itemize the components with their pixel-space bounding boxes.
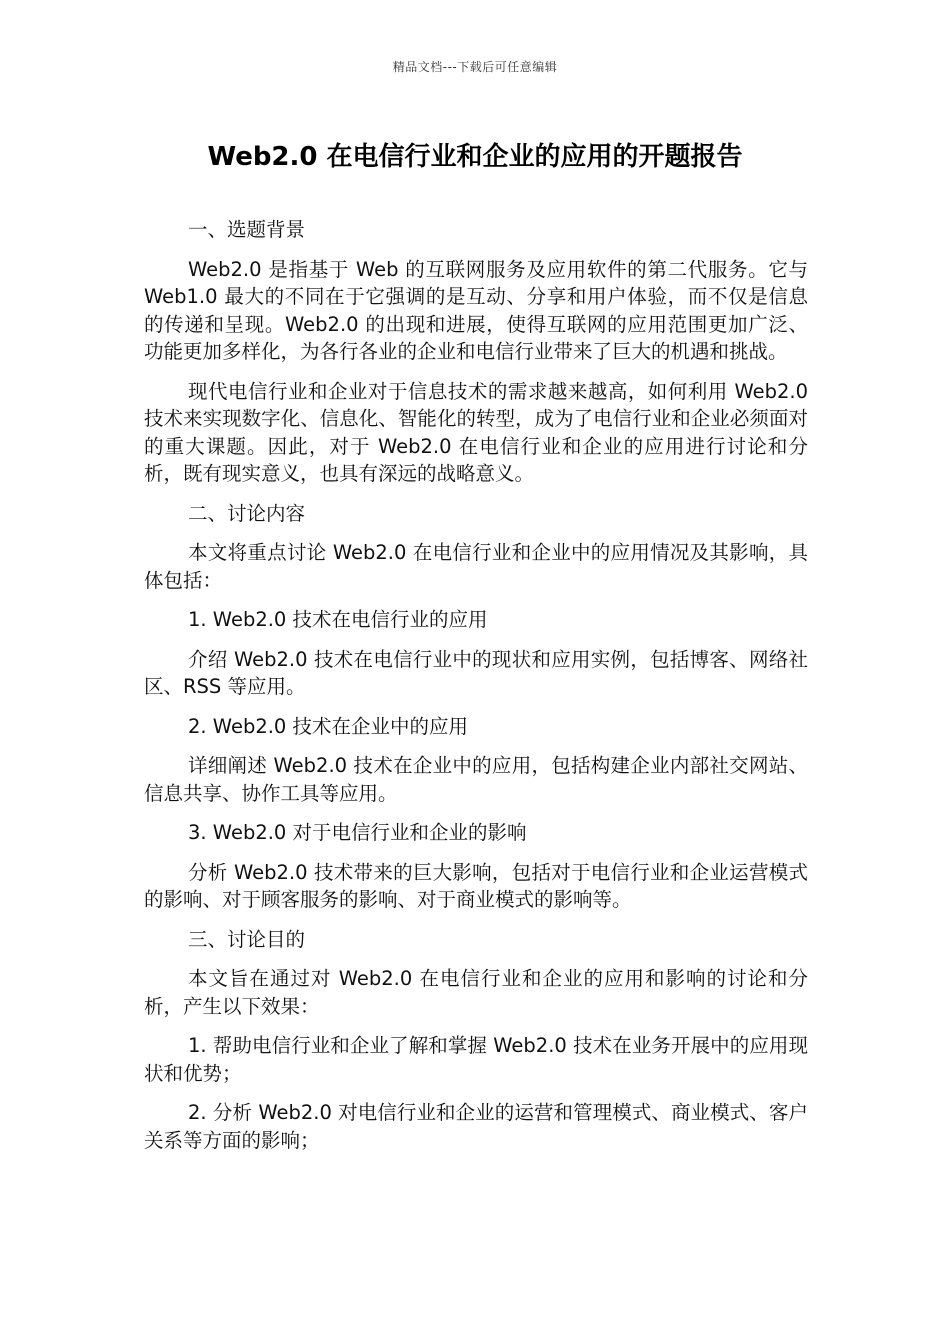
paragraph-impact: 分析 Web2.0 技术带来的巨大影响，包括对于电信行业和企业运营模式的影响、对于顾客服务的影响、对于商业模式的影响等。: [144, 860, 808, 911]
paragraph-purpose-intro: 本文旨在通过对 Web2.0 在电信行业和企业的应用和影响的讨论和分析，产生以下效果：: [144, 967, 808, 1018]
paragraph-web2-definition: Web2.0 是指基于 Web 的互联网服务及应用软件的第二代服务。它与 Web1.0 最大的不同在于它强调的是互动、分享和用户体验，而不仅是信息的传递和呈现。Web2.0 的出现和进展，使得互联网的应用范围更加广泛、功能更加多样化，为各行各业的企业和电信行业带来了巨大的机遇和挑战。: [144, 257, 808, 363]
section-heading-purpose: 三、讨论目的: [188, 927, 306, 951]
subheading-telecom-application: 1. Web2.0 技术在电信行业的应用: [188, 608, 488, 631]
paragraph-purpose-item-2: 2. 分析 Web2.0 对电信行业和企业的运营和管理模式、商业模式、客户关系等方面的影响；: [144, 1101, 808, 1152]
header-note: 精品文档---下载后可任意编辑: [392, 60, 558, 74]
paragraph-purpose-item-1: 1. 帮助电信行业和企业了解和掌握 Web2.0 技术在业务开展中的应用现状和优势；: [144, 1034, 808, 1085]
paragraph-content-intro: 本文将重点讨论 Web2.0 在电信行业和企业中的应用情况及其影响，具体包括：: [144, 541, 808, 592]
paragraph-industry-need: 现代电信行业和企业对于信息技术的需求越来越高，如何利用 Web2.0 技术来实现数字化、信息化、智能化的转型，成为了电信行业和企业必须面对的重大课题。因此，对于 Web2.0 在电信行业和企业的应用进行讨论和分析，既有现实意义，也具有深远的战略意义。: [144, 379, 808, 485]
section-heading-content: 二、讨论内容: [188, 501, 306, 525]
paragraph-telecom-application: 介绍 Web2.0 技术在电信行业中的现状和应用实例，包括博客、网络社区、RSS 等应用。: [144, 647, 808, 698]
subheading-enterprise-application: 2. Web2.0 技术在企业中的应用: [188, 714, 469, 738]
paragraph-enterprise-application: 详细阐述 Web2.0 技术在企业中的应用，包括构建企业内部社交网站、信息共享、协作工具等应用。: [144, 754, 808, 805]
subheading-impact: 3. Web2.0 对于电信行业和企业的影响: [188, 821, 527, 844]
document-body: [144, 216, 808, 1166]
document-title: Web2.0 在电信行业和企业的应用的开题报告: [207, 142, 743, 172]
section-heading-background: 一、选题背景: [188, 218, 306, 241]
